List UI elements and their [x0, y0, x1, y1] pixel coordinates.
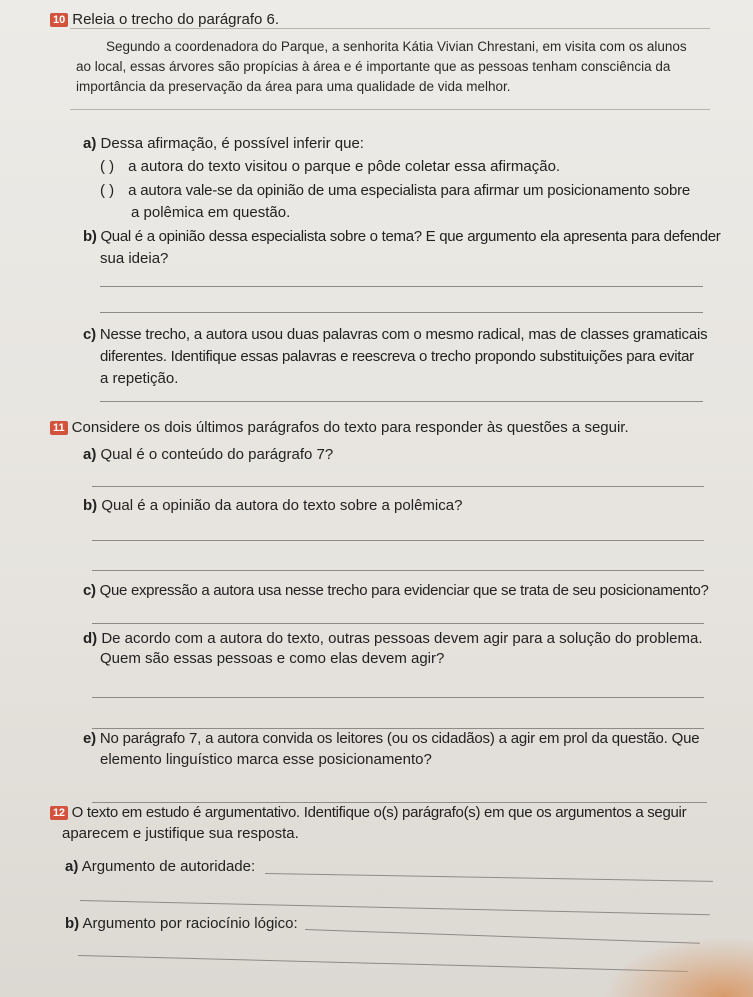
answer-line[interactable]	[92, 540, 704, 541]
q10-a-text: Dessa afirmação, é possível inferir que:	[100, 135, 364, 152]
light-glare	[603, 937, 753, 997]
q10-option-1-text: a autora do texto visitou o parque e pôde coletar essa afirmação.	[128, 158, 561, 175]
q10-b-text-line2: sua ideia?	[100, 250, 169, 267]
checkbox-paren-1[interactable]: ( )	[100, 158, 115, 175]
q10-b-label: b)	[83, 228, 97, 245]
q11-a-prompt	[83, 444, 333, 465]
q12-a-prompt	[65, 856, 255, 877]
q11-a-text: Qual é o conteúdo do parágrafo 7?	[100, 446, 334, 463]
q12-b-prompt	[65, 913, 298, 934]
q11-a-label: a)	[83, 446, 97, 463]
q11-b-label: b)	[83, 497, 98, 514]
q11-d-prompt	[83, 628, 703, 649]
q11-b-text: Qual é a opinião da autora do texto sobre a polêmica?	[101, 497, 463, 514]
q11-b-prompt	[83, 495, 462, 516]
q10-a-label: a)	[83, 135, 97, 152]
q10-c-prompt-line3	[100, 368, 178, 389]
q10-b-prompt-line2	[100, 248, 168, 269]
question-11-heading	[50, 418, 629, 438]
question-12-heading	[50, 803, 686, 823]
q11-e-text-line2: elemento linguístico marca esse posicionamento?	[100, 751, 432, 768]
answer-line[interactable]	[92, 570, 704, 571]
q10-c-text-line1: Nesse trecho, a autora usou duas palavras com o mesmo radical, mas de classes gramaticais	[99, 326, 708, 343]
q10-c-text-line3: a repetição.	[100, 370, 179, 387]
q12-b-text: Argumento por raciocínio lógico:	[82, 915, 298, 932]
question-12-number: 12	[50, 806, 68, 820]
answer-line[interactable]	[92, 486, 704, 487]
q11-c-label: c)	[83, 582, 96, 599]
q11-e-label: e)	[83, 730, 96, 747]
answer-line[interactable]	[100, 312, 703, 313]
q10-c-label: c)	[83, 326, 96, 343]
q11-e-prompt	[83, 728, 699, 749]
question-12-text-line1: O texto em estudo é argumentativo. Identifique o(s) parágrafo(s) em que os argumentos a seguir	[71, 804, 687, 821]
quote-text: Segundo a coordenadora do Parque, a senhorita Kátia Vivian Chrestani, em visita com os alunos ao local, essas árvores são propícias à área e é importante que as pessoas tenham consciência da importância da preservação da área para uma qualidade de vida melhor.	[76, 39, 687, 94]
q10-b-text-line1: Qual é a opinião dessa especialista sobre o tema? E que argumento ela apresenta para defender	[100, 228, 721, 245]
q10-b-prompt	[83, 226, 720, 247]
answer-line[interactable]	[265, 873, 713, 882]
q10-c-prompt-line2	[100, 346, 694, 367]
answer-line[interactable]	[92, 697, 704, 698]
q11-d-text-line1: De acordo com a autora do texto, outras pessoas devem agir para a solução do problema.	[101, 630, 703, 647]
answer-line[interactable]	[92, 623, 704, 624]
question-10-number: 10	[50, 13, 68, 27]
q11-e-text-line1: No parágrafo 7, a autora convida os leitores (ou os cidadãos) a agir em prol da questão. Que	[99, 730, 700, 747]
q12-b-label: b)	[65, 915, 80, 932]
q11-c-prompt	[83, 580, 709, 601]
q11-d-text-line2: Quem são essas pessoas e como elas devem agir?	[100, 650, 445, 667]
question-11-number: 11	[50, 421, 68, 435]
q12-a-text: Argumento de autoridade:	[81, 858, 256, 875]
q10-option-2-line2	[131, 202, 290, 223]
q10-a-prompt	[83, 133, 364, 154]
q11-e-prompt-line2	[100, 749, 432, 770]
q10-option-2[interactable]	[100, 180, 690, 201]
question-10-heading	[50, 10, 279, 30]
answer-line[interactable]	[100, 401, 703, 402]
answer-line[interactable]	[100, 286, 703, 287]
q10-option-2-text-line1: a autora vale-se da opinião de uma especialista para afirmar um posicionamento sobre	[128, 182, 691, 199]
quote-box	[70, 28, 710, 110]
question-11-text: Considere os dois últimos parágrafos do texto para responder às questões a seguir.	[71, 419, 629, 436]
q10-option-1[interactable]	[100, 156, 560, 177]
q11-d-label: d)	[83, 630, 98, 647]
q10-option-2-text-line2: a polêmica em questão.	[131, 204, 291, 221]
q11-d-prompt-line2	[100, 648, 444, 669]
question-12-heading-line2	[62, 824, 299, 844]
q12-a-label: a)	[65, 858, 79, 875]
q11-c-text: Que expressão a autora usa nesse trecho para evidenciar que se trata de seu posicionamento?	[99, 582, 709, 599]
question-12-text-line2: aparecem e justifique sua resposta.	[62, 825, 299, 842]
q10-c-text-line2: diferentes. Identifique essas palavras e reescreva o trecho propondo substituições para evitar	[100, 348, 694, 365]
question-10-text: Releia o trecho do parágrafo 6.	[72, 11, 280, 28]
q10-c-prompt	[83, 324, 707, 345]
answer-line[interactable]	[78, 955, 688, 972]
checkbox-paren-2[interactable]: ( )	[100, 182, 115, 199]
